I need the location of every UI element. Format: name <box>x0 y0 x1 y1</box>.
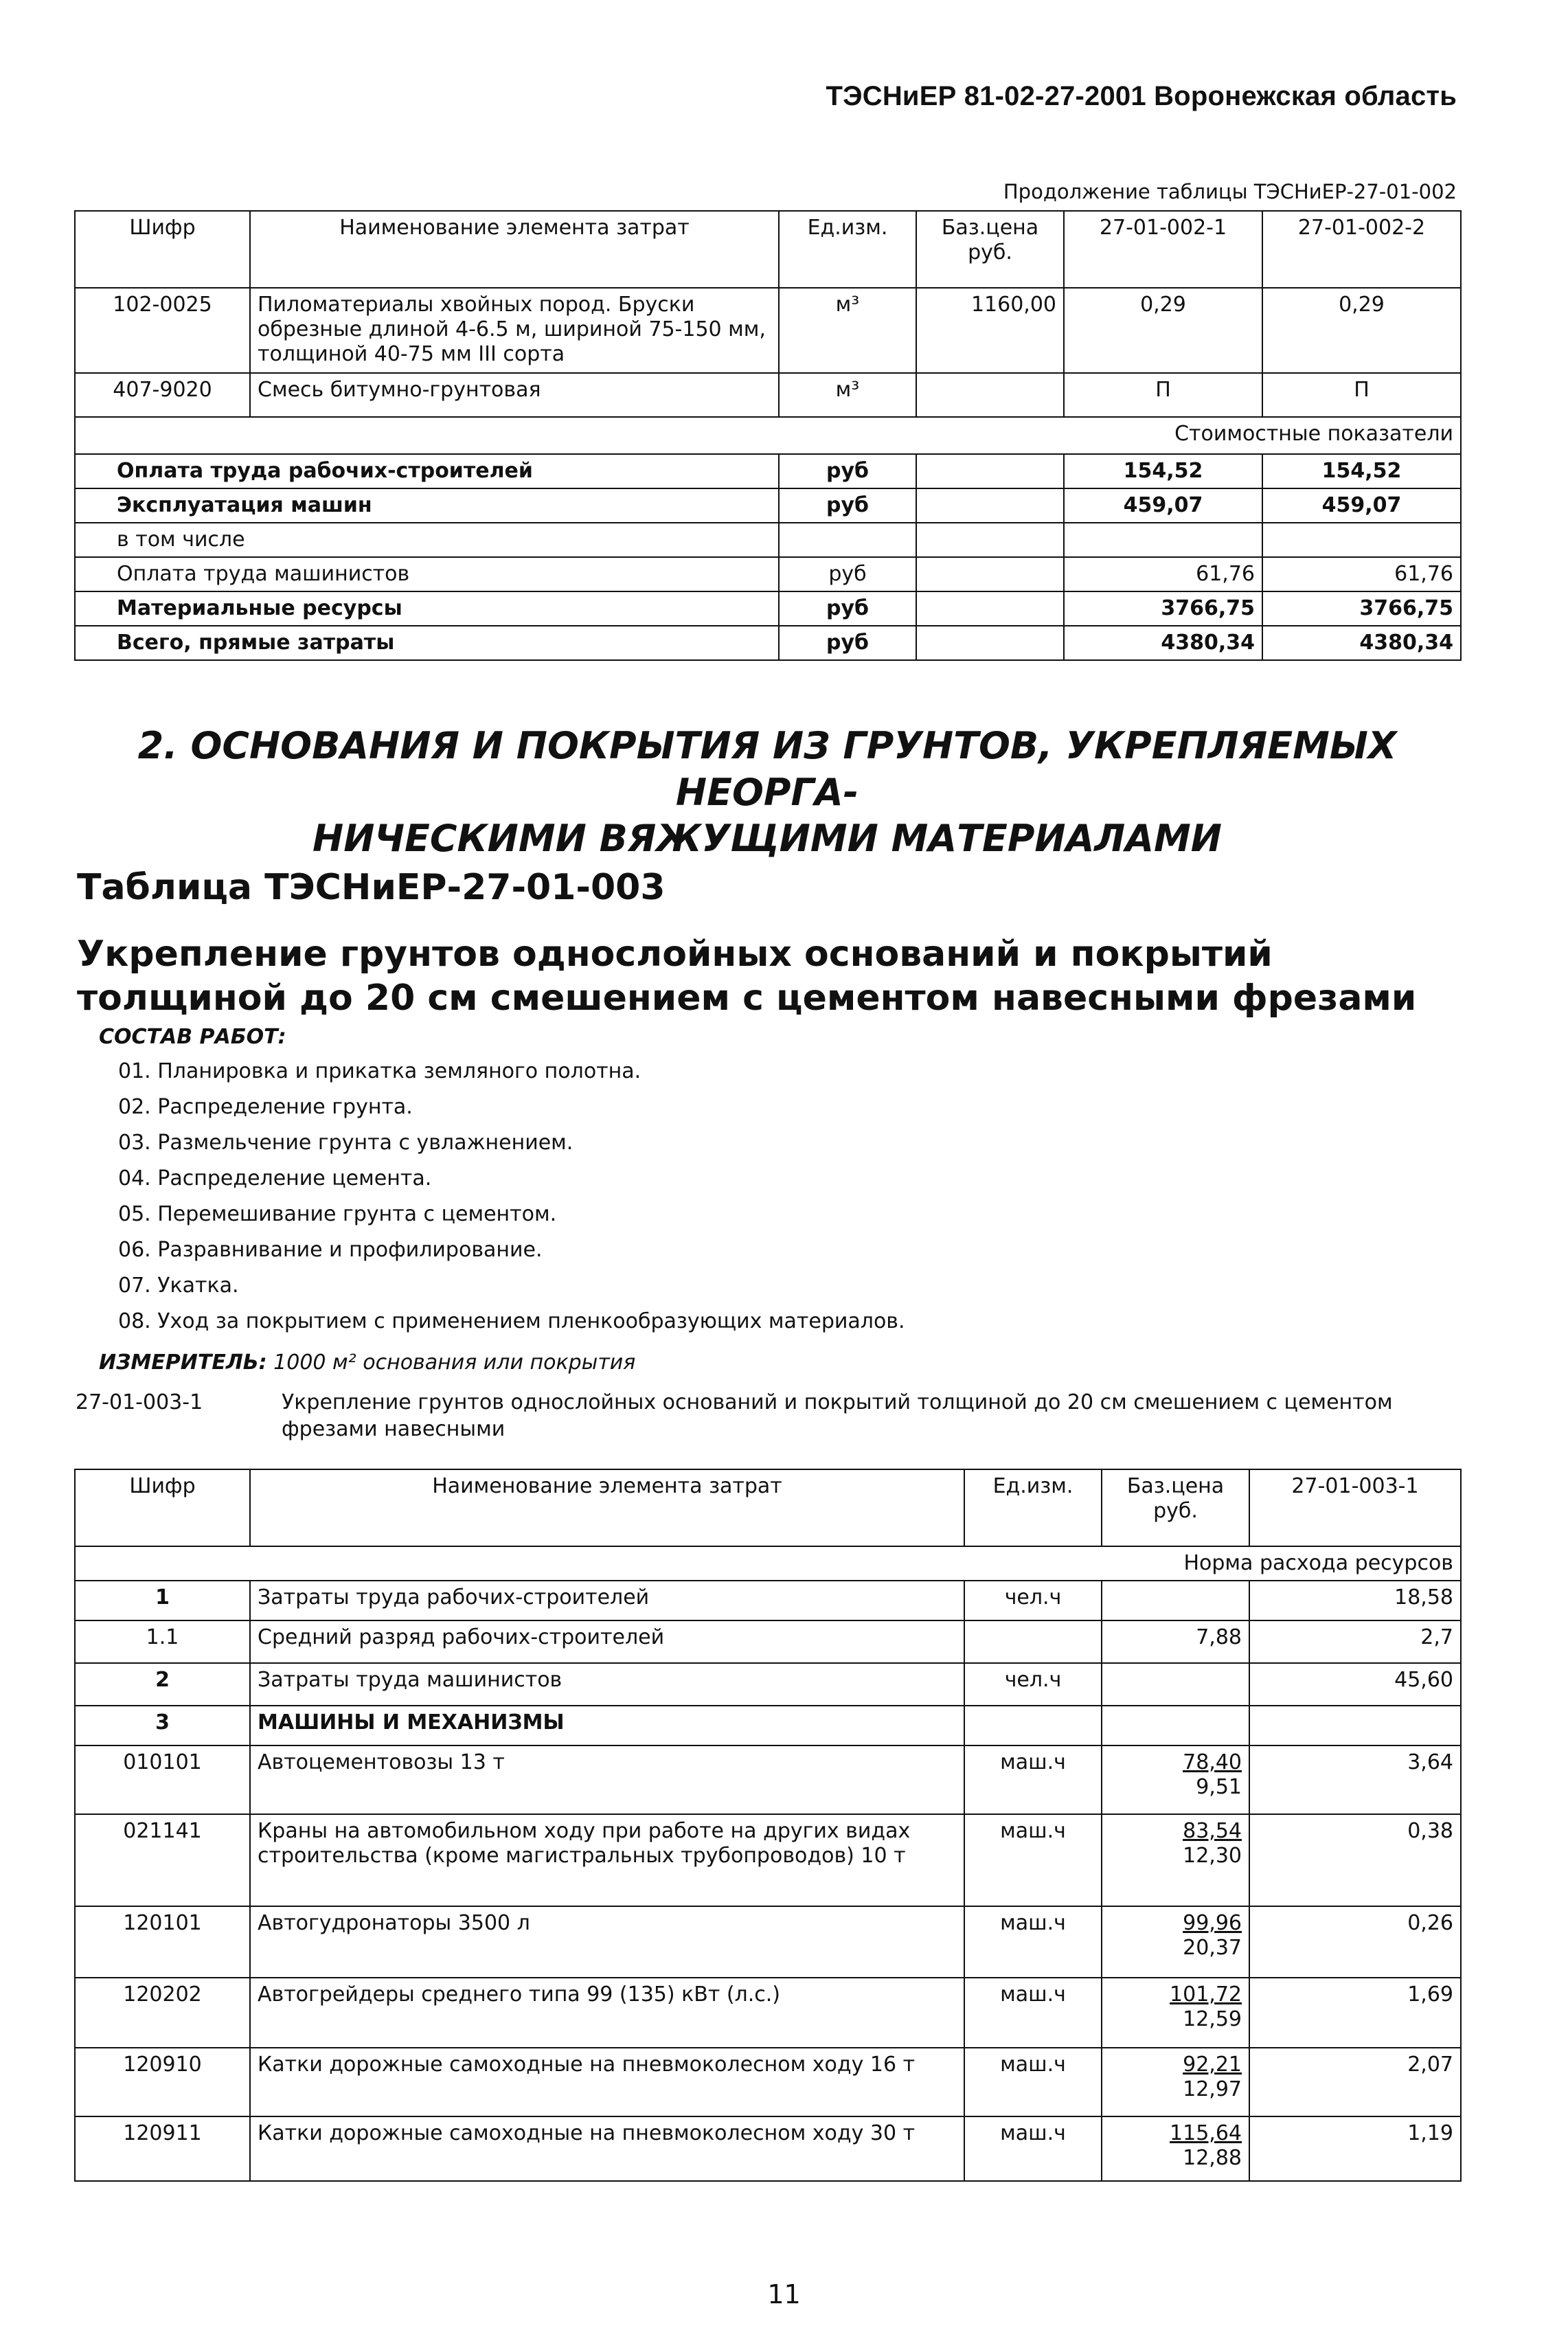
table-row <box>75 1745 1461 1814</box>
continuation-note: Продолжение таблицы ТЭСНиЕР-27-01-002 <box>1003 180 1457 203</box>
norm-caption: Норма расхода ресурсов <box>75 1546 1461 1581</box>
cell-unit: маш.ч <box>964 1906 1102 1978</box>
composition-heading: СОСТАВ РАБОТ: <box>99 1025 286 1049</box>
norm-caption-row <box>75 1546 1461 1581</box>
cell-name: Смесь битумно-грунтовая <box>250 373 779 417</box>
table-header-row <box>75 1469 1461 1546</box>
cell-name: Катки дорожные самоходные на пневмоколесном ходу 16 т <box>250 2048 964 2116</box>
cost-unit: руб <box>779 488 916 523</box>
section-title-line1: 2. ОСНОВАНИЯ И ПОКРЫТИЯ ИЗ ГРУНТОВ, УКРЕПЛЯЕМЫХ НЕОРГА- <box>137 724 1397 814</box>
table-row <box>75 1978 1461 2048</box>
cell-code: 3 <box>75 1706 250 1745</box>
cell-v1: 2,07 <box>1249 2048 1461 2116</box>
price-wage: 12,30 <box>1183 1844 1242 1868</box>
cell-v2: 0,29 <box>1262 288 1461 373</box>
list-item: 07. Укатка. <box>118 1274 239 1298</box>
cell-name: Краны на автомобильном ходу при работе на других видах строительства (кроме магистральных трубопроводов) 10 т <box>250 1814 964 1906</box>
table-header-row <box>75 211 1461 288</box>
cell-code: 010101 <box>75 1745 250 1814</box>
cell-price <box>1102 1663 1249 1706</box>
cell-code: 120101 <box>75 1906 250 1978</box>
cell-unit: м³ <box>779 373 916 417</box>
cost-v1: 4380,34 <box>1064 626 1262 660</box>
list-item: 06. Разравнивание и профилирование. <box>118 1238 543 1262</box>
cell-v1: 1,19 <box>1249 2116 1461 2181</box>
cell-code: 407-9020 <box>75 373 250 417</box>
cost-caption-row <box>75 417 1461 454</box>
cost-v1: 459,07 <box>1064 488 1262 523</box>
list-item: 08. Уход за покрытием с применением пленкообразующих материалов. <box>118 1309 905 1333</box>
table-row <box>75 1814 1461 1906</box>
cost-row <box>75 626 1461 660</box>
cell-v1: П <box>1064 373 1262 417</box>
cost-row <box>75 591 1461 626</box>
meter-value: 1000 м² основания или покрытия <box>273 1351 636 1375</box>
cell-v1: 2,7 <box>1249 1620 1461 1663</box>
price-wage: 20,37 <box>1183 1936 1242 1960</box>
cell-v2: П <box>1262 373 1461 417</box>
table-description: Укрепление грунтов однослойных оснований и покрытий толщиной до 20 см смешением с цементом навесными фрезами <box>77 934 1417 1019</box>
cell-v1: 18,58 <box>1249 1581 1461 1620</box>
cell-unit: м³ <box>779 288 916 373</box>
price-base: 92,21 <box>1183 2053 1242 2077</box>
cost-name: в том числе <box>75 523 779 557</box>
cost-name: Эксплуатация машин <box>75 488 779 523</box>
cost-row <box>75 488 1461 523</box>
cell-name: Автогрейдеры среднего типа 99 (135) кВт (л.с.) <box>250 1978 964 2048</box>
cell-v1: 0,38 <box>1249 1814 1461 1906</box>
list-item: 03. Размельчение грунта с увлажнением. <box>118 1131 573 1155</box>
cost-name: Оплата труда машинистов <box>75 557 779 591</box>
cost-unit: руб <box>779 626 916 660</box>
cell-price: 7,88 <box>1102 1620 1249 1663</box>
cell-price <box>1102 1814 1249 1906</box>
table-row <box>75 288 1461 373</box>
table-row <box>75 2048 1461 2116</box>
cell-code: 120911 <box>75 2116 250 2181</box>
cell-code: 1 <box>75 1581 250 1620</box>
cost-name: Оплата труда рабочих-строителей <box>75 454 779 488</box>
cell-code: 102-0025 <box>75 288 250 373</box>
cell-name: МАШИНЫ И МЕХАНИЗМЫ <box>250 1706 964 1745</box>
cost-caption: Стоимостные показатели <box>75 417 1461 454</box>
meter-label: ИЗМЕРИТЕЛЬ: <box>99 1351 267 1375</box>
header-code: Шифр <box>75 211 250 288</box>
cost-unit: руб <box>779 591 916 626</box>
cost-name: Материальные ресурсы <box>75 591 779 626</box>
cell-price <box>1102 1906 1249 1978</box>
cell-v1: 0,29 <box>1064 288 1262 373</box>
section-title-line2: НИЧЕСКИМИ ВЯЖУЩИМИ МАТЕРИАЛАМИ <box>313 817 1222 860</box>
header-price: Баз.цена руб. <box>1102 1469 1249 1546</box>
cost-name: Всего, прямые затраты <box>75 626 779 660</box>
cell-unit: маш.ч <box>964 2048 1102 2116</box>
cost-row <box>75 523 1461 557</box>
cell-name: Затраты труда рабочих-строителей <box>250 1581 964 1620</box>
header-unit: Ед.изм. <box>964 1469 1102 1546</box>
cell-name: Катки дорожные самоходные на пневмоколесном ходу 30 т <box>250 2116 964 2181</box>
cell-unit <box>964 1620 1102 1663</box>
cell-name: Затраты труда машинистов <box>250 1663 964 1706</box>
cell-name: Пиломатериалы хвойных пород. Бруски обрезные длиной 4-6.5 м, шириной 75-150 мм, толщиной 40-75 мм III сорта <box>250 288 779 373</box>
cell-code: 120910 <box>75 2048 250 2116</box>
list-item: 05. Перемешивание грунта с цементом. <box>118 1202 557 1226</box>
header-code: Шифр <box>75 1469 250 1546</box>
header-price: Баз.цена руб. <box>916 211 1064 288</box>
list-item: 02. Распределение грунта. <box>118 1095 413 1119</box>
item-description: Укрепление грунтов однослойных оснований и покрытий толщиной до 20 см смешением с цементом фрезами навесными <box>282 1390 1393 1441</box>
cell-name: Автогудронаторы 3500 л <box>250 1906 964 1978</box>
cell-name: Средний разряд рабочих-строителей <box>250 1620 964 1663</box>
section-title <box>74 723 1460 862</box>
cost-v2: 459,07 <box>1262 488 1461 523</box>
header-col1: 27-01-003-1 <box>1249 1469 1461 1546</box>
cell-v1: 3,64 <box>1249 1745 1461 1814</box>
cost-v1: 154,52 <box>1064 454 1262 488</box>
cell-price <box>1102 2116 1249 2181</box>
cell-unit: чел.ч <box>964 1581 1102 1620</box>
price-wage: 12,59 <box>1183 2007 1242 2031</box>
cost-v2: 61,76 <box>1262 557 1461 591</box>
price-wage: 12,88 <box>1183 2146 1242 2170</box>
cost-v1: 3766,75 <box>1064 591 1262 626</box>
cell-price <box>1102 1581 1249 1620</box>
cell-price: 1160,00 <box>916 288 1064 373</box>
table-row <box>75 1581 1461 1620</box>
cell-code: 120202 <box>75 1978 250 2048</box>
cell-unit: маш.ч <box>964 1814 1102 1906</box>
works-list <box>118 1054 905 1340</box>
cost-unit: руб <box>779 557 916 591</box>
cost-row <box>75 557 1461 591</box>
price-base: 99,96 <box>1183 1911 1242 1935</box>
header-name: Наименование элемента затрат <box>250 1469 964 1546</box>
cell-code: 021141 <box>75 1814 250 1906</box>
running-header: ТЭСНиЕР 81-02-27-2001 Воронежская область <box>826 81 1457 111</box>
price-base: 101,72 <box>1170 1982 1242 2007</box>
header-name: Наименование элемента затрат <box>250 211 779 288</box>
price-base: 78,40 <box>1183 1750 1242 1774</box>
cell-price <box>1102 1745 1249 1814</box>
cost-unit: руб <box>779 454 916 488</box>
header-col2: 27-01-002-2 <box>1262 211 1461 288</box>
table-row <box>75 1620 1461 1663</box>
list-item: 04. Распределение цемента. <box>118 1166 432 1190</box>
cell-price <box>1102 2048 1249 2116</box>
cell-v1: 1,69 <box>1249 1978 1461 2048</box>
price-base: 83,54 <box>1183 1819 1242 1843</box>
cell-price <box>916 373 1064 417</box>
cell-v1: 0,26 <box>1249 1906 1461 1978</box>
header-unit: Ед.изм. <box>779 211 916 288</box>
page-number: 11 <box>767 2279 801 2309</box>
cost-row <box>75 454 1461 488</box>
cost-v2: 4380,34 <box>1262 626 1461 660</box>
resource-norm-table <box>74 1469 1462 2182</box>
list-item: 01. Планировка и прикатка земляного полотна. <box>118 1059 641 1083</box>
cell-unit: маш.ч <box>964 2116 1102 2181</box>
table-row <box>75 1906 1461 1978</box>
price-base: 115,64 <box>1170 2121 1242 2145</box>
table-row <box>75 2116 1461 2181</box>
cell-name: Автоцементовозы 13 т <box>250 1745 964 1814</box>
cost-v2: 154,52 <box>1262 454 1461 488</box>
table-row <box>75 1663 1461 1706</box>
cell-unit: чел.ч <box>964 1663 1102 1706</box>
price-wage: 9,51 <box>1196 1775 1242 1799</box>
table-title: Таблица ТЭСНиЕР-27-01-003 <box>77 867 666 908</box>
cell-unit: маш.ч <box>964 1978 1102 2048</box>
table-row <box>75 1706 1461 1745</box>
meter-line <box>99 1351 635 1375</box>
cell-code: 2 <box>75 1663 250 1706</box>
price-wage: 12,97 <box>1183 2077 1242 2101</box>
resource-table-continued <box>74 210 1462 661</box>
cost-v2: 3766,75 <box>1262 591 1461 626</box>
cost-v1: 61,76 <box>1064 557 1262 591</box>
cell-price <box>1102 1978 1249 2048</box>
cell-unit: маш.ч <box>964 1745 1102 1814</box>
cell-v1: 45,60 <box>1249 1663 1461 1706</box>
table-row <box>75 373 1461 417</box>
header-col1: 27-01-002-1 <box>1064 211 1262 288</box>
item-code: 27-01-003-1 <box>76 1390 203 1414</box>
cell-code: 1.1 <box>75 1620 250 1663</box>
